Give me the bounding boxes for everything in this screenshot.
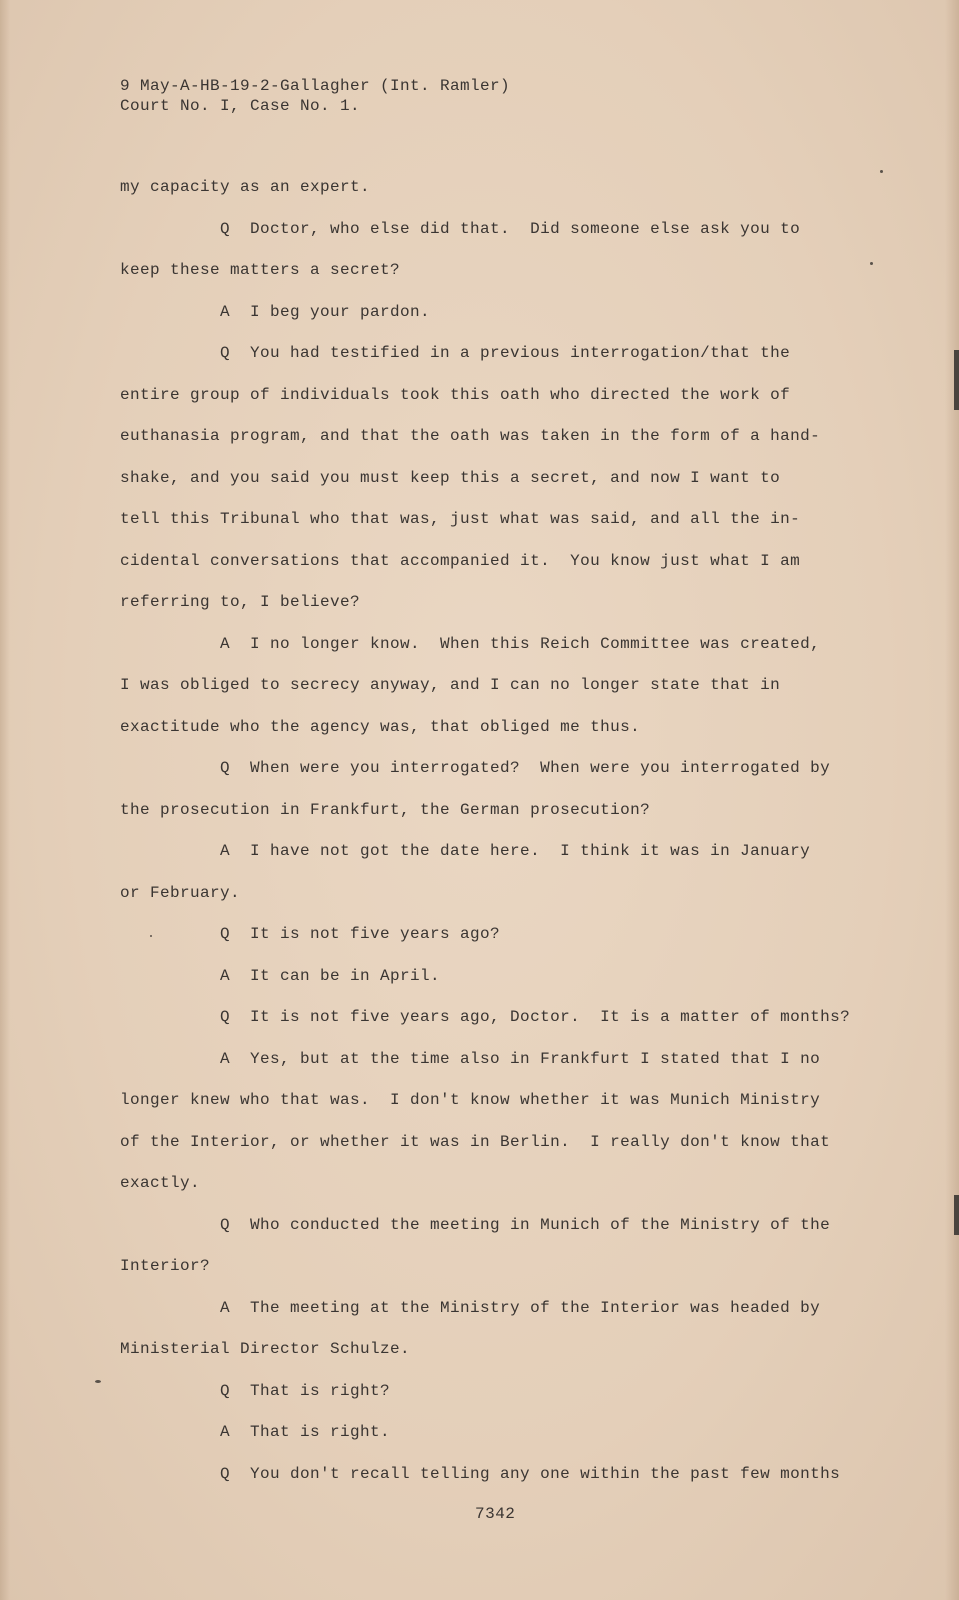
text-line: my capacity as an expert. (120, 178, 371, 196)
page-number: 7342 (475, 1505, 516, 1523)
text-line: cidental conversations that accompanied it. You know just what I am (120, 551, 801, 570)
text-line: A It can be in April. (120, 966, 441, 985)
text-line: tell this Tribunal who that was, just what was said, and all the in- (120, 510, 801, 528)
text-line: Q It is not five years ago, Doctor. It is a matter of months? (120, 1008, 851, 1026)
left-edge-shadow (0, 0, 10, 1600)
text-line: A I beg your pardon. (120, 302, 431, 321)
paper-speck (95, 1380, 101, 1383)
text-line: A I no longer know. When this Reich Committee was created, (120, 634, 821, 653)
document-header (120, 76, 510, 116)
text-line: Q You had testified in a previous interrogation/that the (120, 344, 791, 362)
text-line: shake, and you said you must keep this a secret, and now I want to (120, 468, 781, 487)
text-line: longer knew who that was. I don't know whether it was Munich Ministry (120, 1091, 821, 1109)
text-line: Q Doctor, who else did that. Did someone else ask you to (120, 219, 801, 238)
text-line: exactitude who the agency was, that obliged me thus. (120, 717, 641, 736)
text-line: referring to, I believe? (120, 593, 361, 611)
text-line: entire group of individuals took this oath who directed the work of (120, 385, 791, 404)
text-line: Q Who conducted the meeting in Munich of the Ministry of the (120, 1215, 831, 1234)
binding-mark (954, 1195, 959, 1235)
right-edge-shadow (945, 0, 959, 1600)
text-line: Q That is right? (120, 1381, 391, 1400)
text-line: Q It is not five years ago? (120, 925, 501, 943)
text-line: euthanasia program, and that the oath was taken in the form of a hand- (120, 427, 821, 445)
text-line: the prosecution in Frankfurt, the German prosecution? (120, 800, 651, 819)
text-line: keep these matters a secret? (120, 261, 401, 279)
paper-speck (880, 170, 883, 173)
header-line-session: 9 May-A-HB-19-2-Gallagher (Int. Ramler) (120, 77, 511, 95)
text-line: A The meeting at the Ministry of the Interior was headed by (120, 1298, 821, 1317)
text-line: of the Interior, or whether it was in Berlin. I really don't know that (120, 1132, 831, 1151)
text-line: Q You don't recall telling any one within the past few months (120, 1464, 841, 1483)
header-line-court: Court No. I, Case No. 1. (120, 97, 361, 115)
text-line: A I have not got the date here. I think it was in January (120, 842, 811, 860)
text-line: Ministerial Director Schulze. (120, 1340, 411, 1358)
text-line: Q When were you interrogated? When were you interrogated by (120, 759, 831, 777)
text-line: A That is right. (120, 1423, 391, 1441)
text-line: I was obliged to secrecy anyway, and I can no longer state that in (120, 676, 781, 694)
text-line: Interior? (120, 1257, 211, 1275)
text-line: exactly. (120, 1174, 201, 1192)
binding-mark (954, 350, 959, 410)
transcript-body (120, 176, 880, 1504)
text-line: A Yes, but at the time also in Frankfurt I stated that I no (120, 1049, 821, 1068)
text-line: or February. (120, 883, 241, 902)
